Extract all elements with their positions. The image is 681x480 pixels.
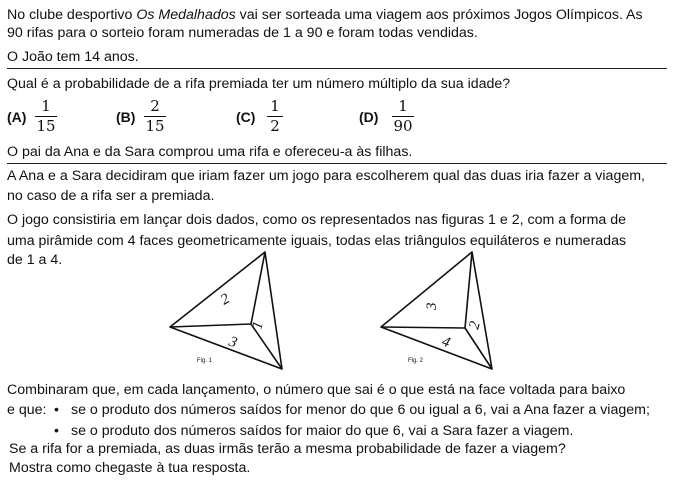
die-2-face-bottom: 4 [439, 333, 453, 352]
die-figure-1 [170, 252, 282, 369]
option-b-letter: (B) [116, 109, 136, 125]
figure-1-label: Fig. 1 [197, 358, 213, 364]
part2-line-5: uma pirâmide com 4 faces geometricamente iguais, todas elas triângulos equiláteros e numeradas [7, 233, 627, 249]
option-b-numerator: 2 [150, 97, 160, 115]
bullet-2-marker: • [54, 423, 59, 439]
option-d-numerator: 1 [398, 97, 408, 115]
die-1-face-right: 1 [249, 319, 267, 332]
question-2-line-1: Se a rifa for a premiada, as duas irmãs terão a mesma probabilidade de fazer a viagem? [9, 441, 566, 457]
intro-line-1-start: No clube desportivo [7, 7, 137, 23]
bullet-1-marker: • [54, 402, 59, 418]
option-c-letter: (C) [236, 109, 256, 125]
option-b-denominator: 15 [145, 117, 165, 135]
option-d-letter: (D) [359, 109, 379, 125]
question-2-line-2: Mostra como chegaste à tua resposta. [9, 460, 251, 476]
option-d-denominator: 90 [393, 117, 413, 135]
figure-2-label: Fig. 2 [408, 358, 424, 364]
die-2-edge [465, 252, 472, 328]
intro-line-3: O João tem 14 anos. [7, 49, 139, 65]
rules-line-1: Combinaram que, em cada lançamento, o número que sai é o que está na face voltada para baixo [7, 382, 626, 398]
die-1-edge [251, 252, 265, 324]
die-1-outline [170, 252, 282, 369]
part2-line-6: de 1 a 4. [7, 252, 63, 268]
option-a-numerator: 1 [41, 97, 51, 115]
option-c-denominator: 2 [270, 117, 280, 135]
club-name: Os Medalhados [136, 7, 236, 23]
die-1-edge [251, 324, 282, 369]
part2-line-4: O jogo consistiria em lançar dois dados, como os representados nas figuras 1 e 2, com a forma de [7, 212, 627, 228]
option-a-letter: (A) [7, 109, 27, 125]
rules-bullet-1: se o produto dos números saídos for menor do que 6 ou igual a 6, vai a Ana fazer a viagem; [71, 402, 650, 418]
die-2-face-top: 3 [424, 302, 440, 310]
intro-line-2: 90 rifas para o sorteio foram numeradas de 1 a 90 e foram todas vendidas. [7, 25, 478, 41]
part2-line-3: no caso de a rifa ser a premiada. [7, 188, 215, 204]
question-1: Qual é a probabilidade de a rifa premiada ter um número múltiplo da sua idade? [7, 76, 511, 92]
die-1-face-bottom: 3 [226, 333, 240, 352]
rules-bullet-2: se o produto dos números saídos for maior do que 6, vai a Sara fazer a viagem. [71, 423, 574, 439]
die-1-face-top: 2 [218, 290, 233, 309]
intro-line-1-end: vai ser sorteada uma viagem aos próximos Jogos Olímpicos. As [235, 7, 643, 23]
die-1-edge [170, 324, 251, 327]
die-2-edge [381, 327, 465, 328]
part2-line-2: A Ana e a Sara decidiram que iriam fazer um jogo para escolherem qual das duas iria fazer a viagem, [7, 168, 645, 184]
option-c-numerator: 1 [270, 97, 280, 115]
die-2-face-right: 2 [466, 319, 484, 332]
part2-line-1: O pai da Ana e da Sara comprou uma rifa e ofereceu-a às filhas. [7, 144, 413, 160]
option-a-denominator: 15 [36, 117, 56, 135]
rules-lead: e que: [7, 402, 47, 418]
